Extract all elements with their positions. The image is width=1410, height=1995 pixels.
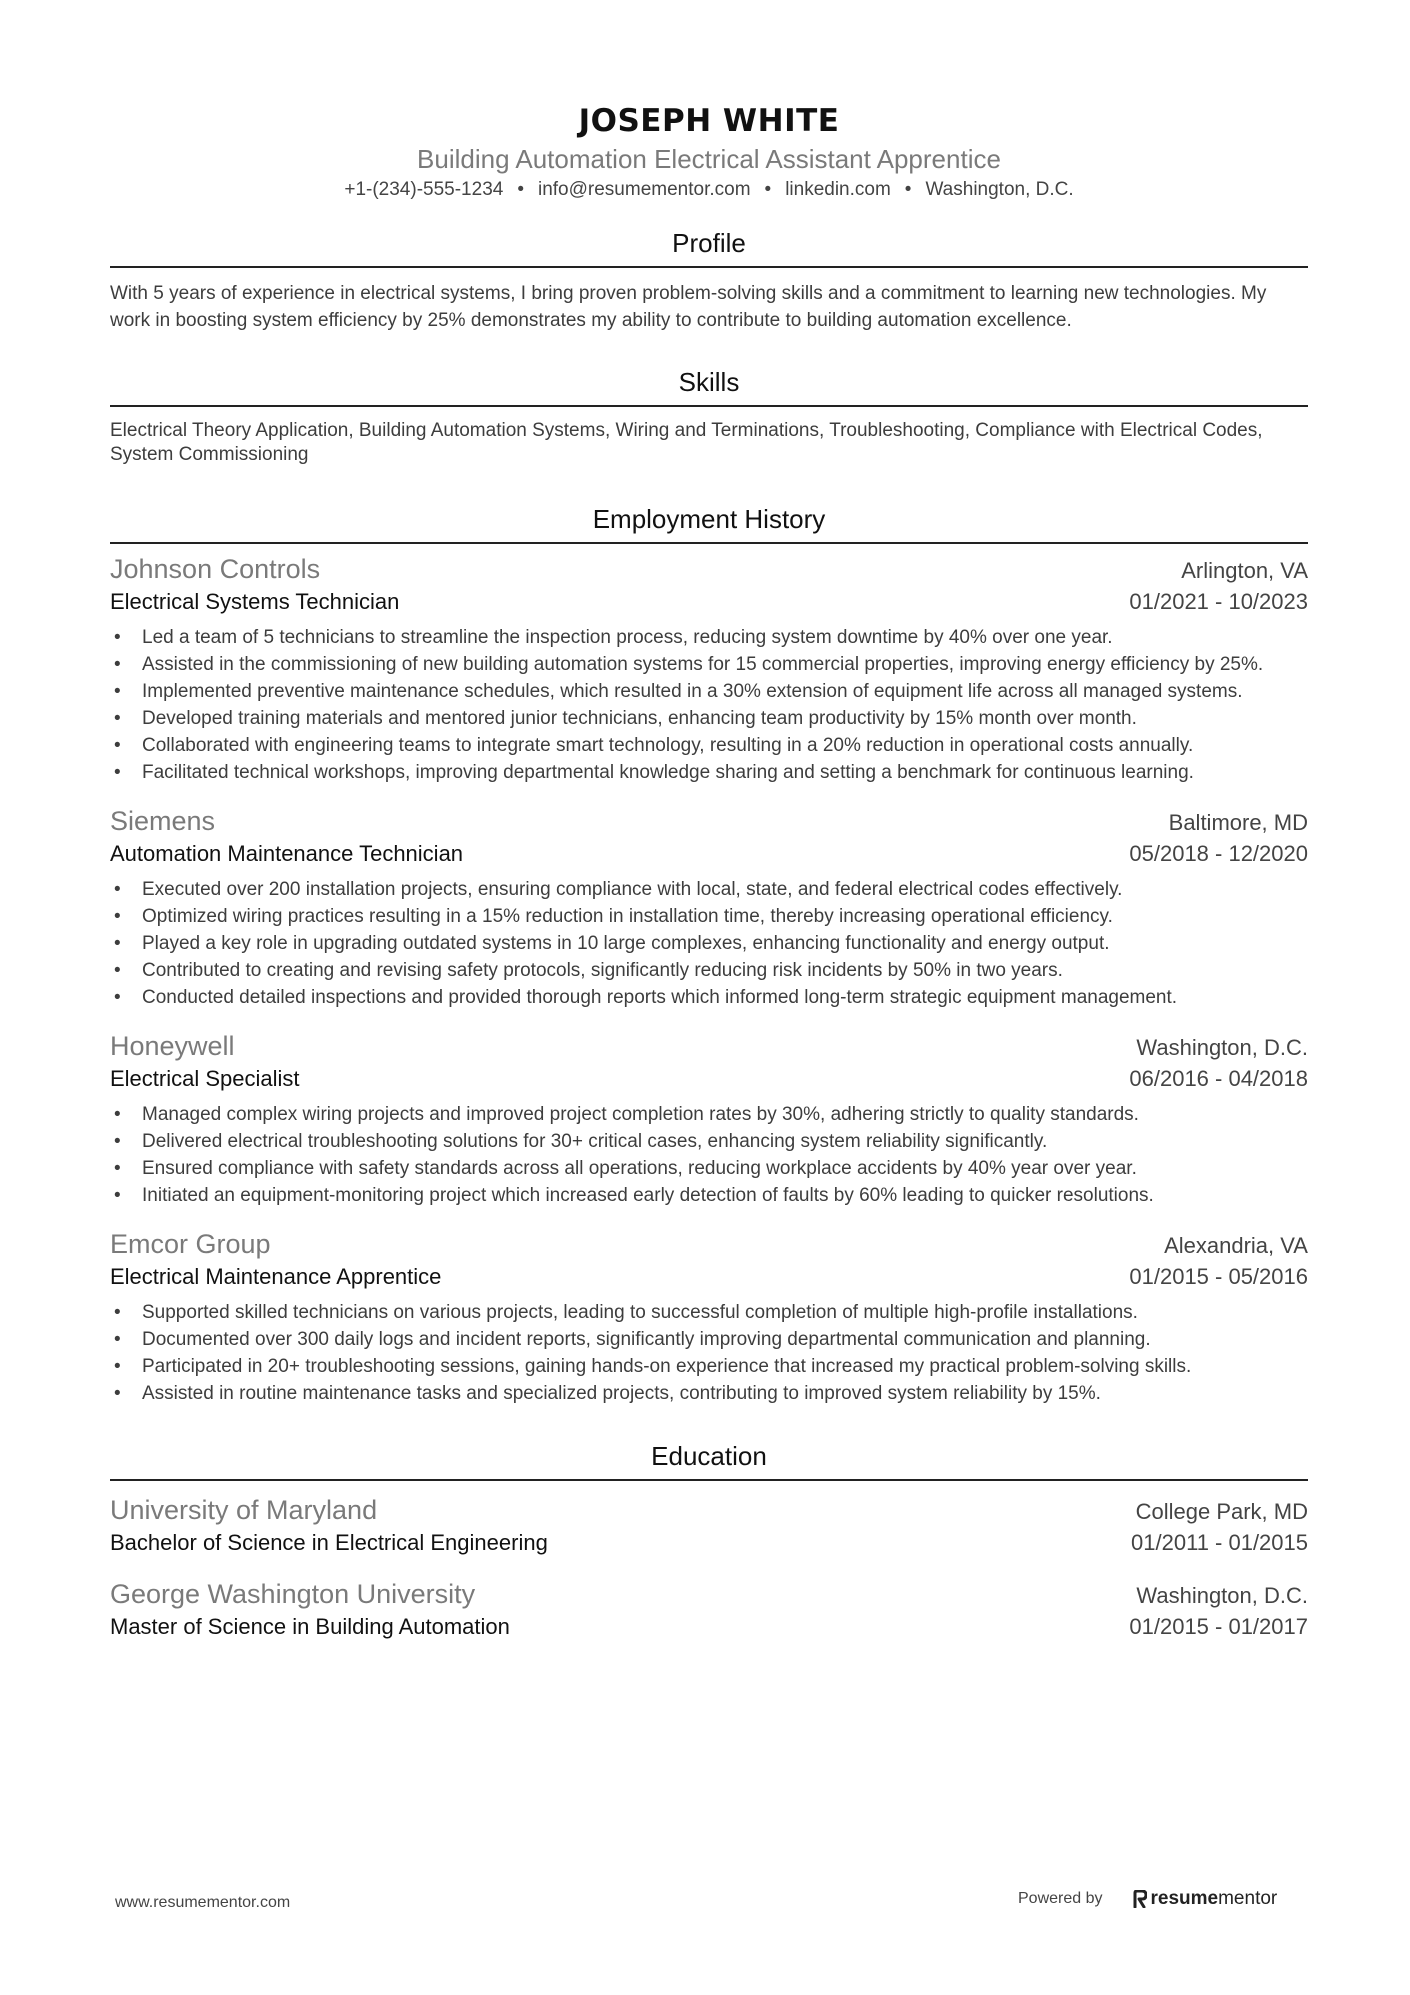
contact-separator: • xyxy=(764,179,772,200)
bullet-item: • Managed complex wiring projects and improved project completion rates by 30%, adhering strictly to quality standards. xyxy=(110,1101,1308,1128)
job-role: Automation Maintenance Technician xyxy=(110,841,464,866)
job-entry xyxy=(110,1227,1308,1407)
job-bullets xyxy=(110,1299,1308,1407)
bullet-item: • Initiated an equipment-monitoring project which increased early detection of faults by 60% leading to quicker resolutions. xyxy=(110,1182,1308,1209)
contact-email[interactable]: info@resumementor.com xyxy=(537,179,751,200)
job-header xyxy=(110,552,1308,586)
job-subheader xyxy=(110,1261,1308,1293)
bullet-item: • Executed over 200 installation projects, ensuring compliance with local, state, and federal electrical codes effectively. xyxy=(110,876,1308,903)
job-bullets xyxy=(110,1101,1308,1209)
job-entry xyxy=(110,552,1308,786)
job-location: Arlington, VA xyxy=(1181,558,1308,583)
education-degree: Master of Science in Building Automation xyxy=(110,1614,510,1639)
bullet-item: • Assisted in the commissioning of new building automation systems for 15 commercial properties, improving energy efficiency by 25%. xyxy=(110,651,1308,678)
contact-phone: +1-(234)-555-1234 xyxy=(344,179,504,200)
education-dates: 01/2015 - 01/2017 xyxy=(1129,1614,1308,1639)
contact-separator: • xyxy=(517,179,524,200)
contact-linkedin[interactable]: linkedin.com xyxy=(785,179,891,200)
bullet-item: • Optimized wiring practices resulting in a 15% reduction in installation time, thereby increasing operational efficiency. xyxy=(110,903,1308,930)
education-header xyxy=(110,1577,1308,1611)
education-heading: Education xyxy=(110,1439,1308,1481)
education-location: Washington, D.C. xyxy=(1136,1583,1308,1608)
skills-text: Electrical Theory Application, Building Automation Systems, Wiring and Terminations, Troubleshooting, Compliance with Electrical Codes, System Commissioning xyxy=(110,420,1263,465)
education-header xyxy=(110,1493,1308,1527)
job-location: Washington, D.C. xyxy=(1136,1035,1308,1060)
bullet-item: • Assisted in routine maintenance tasks and specialized projects, contributing to improved system reliability by 15%. xyxy=(110,1380,1308,1407)
job-entry xyxy=(110,804,1308,1011)
education-subheader xyxy=(110,1527,1308,1559)
job-dates: 06/2016 - 04/2018 xyxy=(1129,1066,1308,1091)
brand-name-bold: resume xyxy=(1150,1888,1219,1909)
employment-section xyxy=(110,502,1308,1407)
bullet-item: • Conducted detailed inspections and provided thorough reports which informed long-term strategic equipment management. xyxy=(110,984,1308,1011)
job-subheader xyxy=(110,1063,1308,1095)
footer-powered-by xyxy=(1018,1888,1277,1910)
employment-heading: Employment History xyxy=(110,502,1308,544)
contact-separator: • xyxy=(904,179,912,200)
job-role: Electrical Specialist xyxy=(110,1066,300,1091)
education-school: University of Maryland xyxy=(110,1495,378,1525)
bullet-item: • Collaborated with engineering teams to integrate smart technology, resulting in a 20% reduction in operational costs annually. xyxy=(110,732,1308,759)
profile-section xyxy=(110,226,1308,334)
education-school: George Washington University xyxy=(110,1579,476,1609)
bullet-item: • Delivered electrical troubleshooting solutions for 30+ critical cases, enhancing system reliability significantly. xyxy=(110,1128,1308,1155)
education-subheader xyxy=(110,1611,1308,1643)
job-header xyxy=(110,1029,1308,1063)
bullet-item: • Participated in 20+ troubleshooting sessions, gaining hands-on experience that increased my practical problem-solving skills. xyxy=(110,1353,1308,1380)
resumementor-logo[interactable] xyxy=(1133,1888,1278,1910)
education-entry xyxy=(110,1493,1308,1559)
skills-heading: Skills xyxy=(110,365,1308,407)
job-role: Electrical Systems Technician xyxy=(110,589,400,614)
job-company: Emcor Group xyxy=(110,1229,271,1259)
job-company: Honeywell xyxy=(110,1031,235,1061)
candidate-title: Building Automation Electrical Assistant Apprentice xyxy=(417,144,1001,174)
job-role: Electrical Maintenance Apprentice xyxy=(110,1264,442,1289)
job-entry xyxy=(110,1029,1308,1209)
job-subheader xyxy=(110,838,1308,870)
profile-heading: Profile xyxy=(110,226,1308,268)
education-dates: 01/2011 - 01/2015 xyxy=(1131,1530,1308,1555)
education-entry xyxy=(110,1577,1308,1643)
job-subheader xyxy=(110,586,1308,618)
bullet-item: • Played a key role in upgrading outdated systems in 10 large complexes, enhancing functionality and energy output. xyxy=(110,930,1308,957)
resumementor-logo-icon xyxy=(1133,1890,1147,1908)
education-section xyxy=(110,1439,1308,1643)
contact-location: Washington, D.C. xyxy=(925,179,1074,200)
resume-page xyxy=(110,100,1308,1643)
education-degree: Bachelor of Science in Electrical Engineering xyxy=(110,1530,548,1555)
brand-name-light: mentor xyxy=(1218,1888,1278,1909)
powered-by-label: Powered by xyxy=(1018,1890,1103,1907)
job-bullets xyxy=(110,876,1308,1011)
bullet-item: • Implemented preventive maintenance schedules, which resulted in a 30% extension of equipment life across all managed systems. xyxy=(110,678,1308,705)
job-location: Baltimore, MD xyxy=(1168,810,1308,835)
education-location: College Park, MD xyxy=(1135,1499,1308,1524)
job-header xyxy=(110,1227,1308,1261)
job-dates: 01/2015 - 05/2016 xyxy=(1129,1264,1308,1289)
profile-text: With 5 years of experience in electrical systems, I bring proven problem-solving skills and a commitment to learning new technologies. My work in boosting system efficiency by 25% demonstrates my ability to contribute to building automation excellence. xyxy=(110,283,1267,331)
job-dates: 05/2018 - 12/2020 xyxy=(1129,841,1308,866)
bullet-item: • Supported skilled technicians on various projects, leading to successful completion of multiple high-profile installations. xyxy=(110,1299,1308,1326)
candidate-name: JOSEPH WHITE xyxy=(578,103,840,139)
job-dates: 01/2021 - 10/2023 xyxy=(1129,589,1308,614)
job-company: Siemens xyxy=(110,806,216,836)
bullet-item: • Ensured compliance with safety standards across all operations, reducing workplace accidents by 40% year over year. xyxy=(110,1155,1308,1182)
footer-website[interactable]: www.resumementor.com xyxy=(115,1894,291,1911)
bullet-item: • Led a team of 5 technicians to streamline the inspection process, reducing system downtime by 40% over one year. xyxy=(110,624,1308,651)
job-company: Johnson Controls xyxy=(110,554,321,584)
contact-line xyxy=(110,176,1308,204)
bullet-item: • Facilitated technical workshops, improving departmental knowledge sharing and setting a benchmark for continuous learning. xyxy=(110,759,1308,786)
job-bullets xyxy=(110,624,1308,786)
bullet-item: • Developed training materials and mentored junior technicians, enhancing team productivity by 15% month over month. xyxy=(110,705,1308,732)
bullet-item: • Documented over 300 daily logs and incident reports, significantly improving departmental communication and planning. xyxy=(110,1326,1308,1353)
skills-section xyxy=(110,365,1308,467)
job-header xyxy=(110,804,1308,838)
job-location: Alexandria, VA xyxy=(1164,1233,1308,1258)
bullet-item: • Contributed to creating and revising safety protocols, significantly reducing risk incidents by 50% in two years. xyxy=(110,957,1308,984)
